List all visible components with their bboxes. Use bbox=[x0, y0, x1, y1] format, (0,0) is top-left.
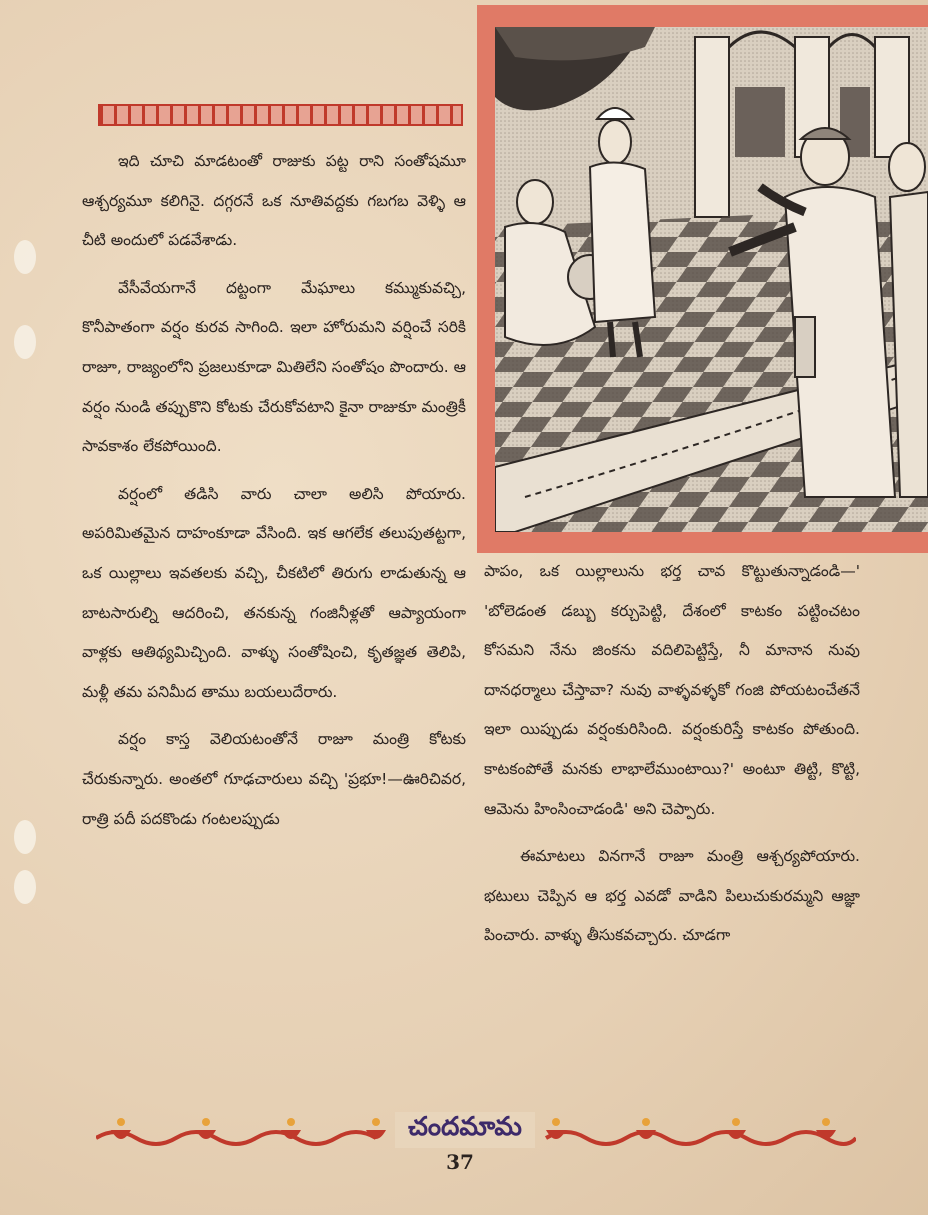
binding-holes bbox=[14, 230, 38, 1010]
top-ornament-band bbox=[98, 104, 463, 126]
paragraph: వర్షం కాస్త వెలియటంతోనే రాజూ మంత్రి కోటకు చేరుకున్నారు. అంతలో గూఢచారులు వచ్చి 'ప్రభూ!—ఊరిచివర, రాత్రి పదీ పదకొండు గంటలప్పుడు bbox=[82, 730, 466, 828]
binding-hole bbox=[14, 870, 36, 904]
magazine-title: చందమామ bbox=[395, 1112, 535, 1148]
paragraph: పాపం, ఒక యిల్లాలును భర్త చావ కొట్టుతున్నాడండి—' 'బోలెడంత డబ్బు కర్చుపెట్టి, దేశంలో కాటకం పట్టించటం కోసమని నేను జింకను వదిలిపెట్టిస్తే, నీ మానాన నువు దానధర్మాలు చేస్తావా? నువు వాళ్ళవళ్ళకో గంజి పోయటంచేతనే ఇలా యిప్పుడు వర్షంకురిసింది. వర్షంకురిస్తే కాటకం పోతుంది. కాటకంపోతే మనకు లాభాలేముంటాయి?' అంటూ తిట్టి, కొట్టి, ఆమెను హింసించాడండి' అని చెప్పారు. bbox=[484, 562, 860, 818]
binding-hole bbox=[14, 325, 36, 359]
illustration-frame bbox=[477, 5, 928, 553]
left-text-column bbox=[82, 142, 466, 839]
binding-hole bbox=[14, 240, 36, 274]
story-illustration bbox=[495, 27, 928, 532]
page-number: 37 bbox=[446, 1150, 474, 1174]
paragraph: ఈమాటలు వినగానే రాజూ మంత్రి ఆశ్చర్యపోయారు. భటులు చెప్పిన ఆ భర్త ఎవడో వాడిని పిలుచుకురమ్మని ఆజ్ఞా పించారు. వాళ్ళు తీసుకవచ్చారు. చూడగా bbox=[484, 847, 860, 945]
paragraph: వర్షంలో తడిసి వారు చాలా అలిసి పోయారు. అపరిమితమైన దాహంకూడా వేసింది. ఇక ఆగలేక తలుపుతట్టగా, ఒక యిల్లాలు ఇవతలకు వచ్చి, చీకటిలో తిరుగు లాడుతున్న ఆ బాటసారుల్ని ఆదరించి, తనకున్న గంజినీళ్లతో ఆప్యాయంగా వాళ్లకు ఆతిథ్యమిచ్చింది. వాళ్ళు సంతోషించి, కృతజ్ఞత తెలిపి, మళ్లీ తమ పనిమీద తాము బయలుదేరారు. bbox=[82, 484, 466, 701]
right-text-column bbox=[484, 552, 860, 956]
paragraph: వేసీవేయగానే దట్టంగా మేఘాలు కమ్ముకువచ్చి, కొనీపాతంగా వర్షం కురవ సాగింది. ఇలా హోరుమని వర్షించే సరికి రాజూ, రాజ్యంలోని ప్రజలుకూడా మితిలేని సంతోషం పొందారు. ఆ వర్షం నుండి తప్పుకొని కోటకు చేరుకోవటాని కైనా రాజుకూ మంత్రికీ సావకాశం లేకపోయింది. bbox=[82, 278, 466, 456]
paragraph: ఇది చూచి మాడటంతో రాజుకు పట్ట రాని సంతోషమూ ఆశ్చర్యమూ కలిగినై. దగ్గరనే ఒక నూతివద్దకు గబగబ వెళ్ళి ఆ చీటి అందులో పడవేశాడు. bbox=[82, 152, 466, 250]
binding-hole bbox=[14, 820, 36, 854]
